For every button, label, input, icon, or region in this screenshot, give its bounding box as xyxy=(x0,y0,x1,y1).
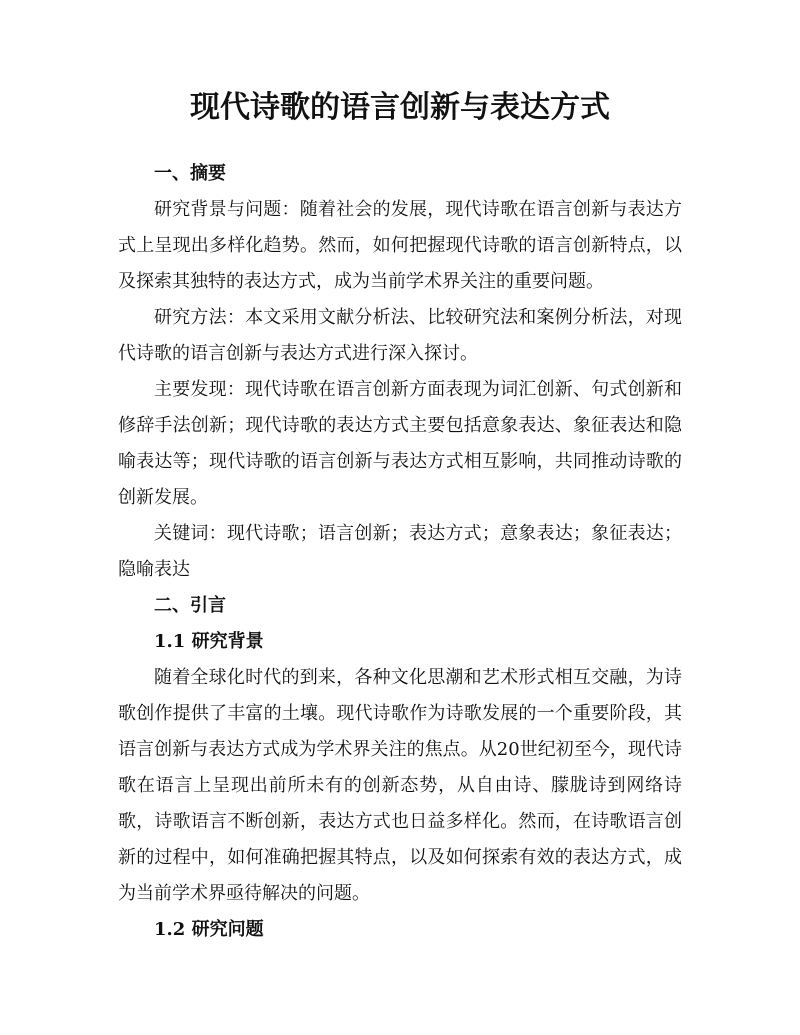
subsection-heading: 1.2 研究问题 xyxy=(154,919,264,940)
section-introduction xyxy=(118,588,682,948)
section-abstract xyxy=(118,156,682,588)
section-heading: 一、摘要 xyxy=(154,163,226,184)
abstract-keywords-paragraph: 关键词：现代诗歌；语言创新；表达方式；意象表达；象征表达；隐喻表达 xyxy=(118,523,682,580)
subsection-research-background xyxy=(118,624,682,912)
abstract-method-paragraph: 研究方法：本文采用文献分析法、比较研究法和案例分析法，对现代诗歌的语言创新与表达方式进行深入探讨。 xyxy=(118,307,682,364)
research-background-paragraph: 随着全球化时代的到来，各种文化思潮和艺术形式相互交融，为诗歌创作提供了丰富的土壤。现代诗歌作为诗歌发展的一个重要阶段，其语言创新与表达方式成为学术界关注的焦点。从20世纪初至今，现代诗歌在语言上呈现出前所未有的创新态势，从自由诗、朦胧诗到网络诗歌，诗歌语言不断创新，表达方式也日益多样化。然而，在诗歌语言创新的过程中，如何准确把握其特点，以及如何探索有效的表达方式，成为当前学术界亟待解决的问题。 xyxy=(118,667,682,904)
subsection-heading: 1.1 研究背景 xyxy=(154,631,264,652)
subsection-research-question xyxy=(118,912,682,948)
section-heading: 二、引言 xyxy=(154,595,226,616)
document-title: 现代诗歌的语言创新与表达方式 xyxy=(190,90,610,125)
abstract-background-paragraph: 研究背景与问题：随着社会的发展，现代诗歌在语言创新与表达方式上呈现出多样化趋势。然而，如何把握现代诗歌的语言创新特点，以及探索其独特的表达方式，成为当前学术界关注的重要问题。 xyxy=(118,199,682,292)
abstract-findings-paragraph: 主要发现：现代诗歌在语言创新方面表现为词汇创新、句式创新和修辞手法创新；现代诗歌的表达方式主要包括意象表达、象征表达和隐喻表达等；现代诗歌的语言创新与表达方式相互影响，共同推动诗歌的创新发展。 xyxy=(118,379,682,508)
